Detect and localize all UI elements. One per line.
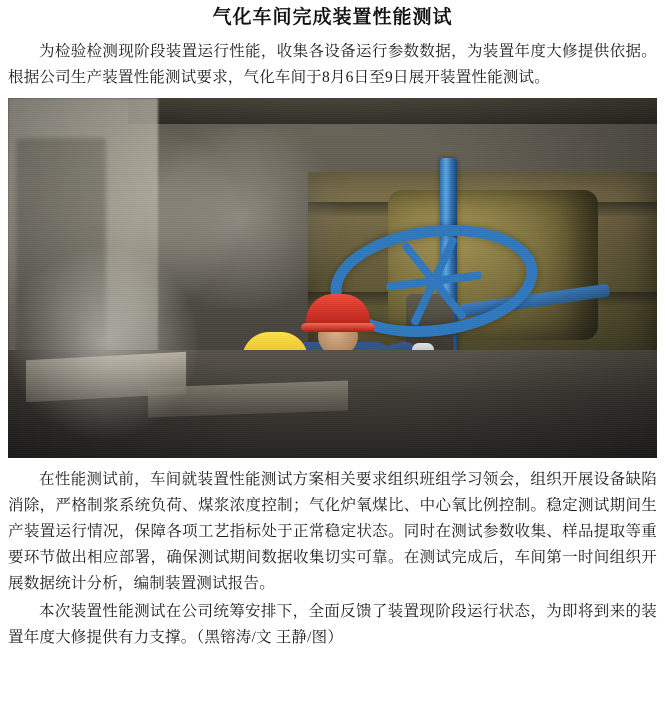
page-title: 气化车间完成装置性能测试 xyxy=(212,7,453,28)
steam-haze xyxy=(128,128,358,308)
paragraph-1: 为检验检测现阶段装置运行性能，收集各设备运行参数数据，为装置年度大修提供依据。根据公司生产装置性能测试要求，气化车间于8月6日至9日展开装置性能测试。 xyxy=(8,42,657,86)
paragraph-2: 在性能测试前，车间就装置性能测试方案相关要求组织班组学习领会，组织开展设备缺陷消除，严格制浆系统负荷、煤浆浓度控制；气化炉氧煤比、中心氧比例控制。稳定测试期间生产装置运行情况，保障各项工艺指标处于正常稳定状态。同时在测试参数收集、样品提取等重要环节做出相应部署，确保测试期间数据收集切实可靠。在测试完成后，车间第一时间组织开展数据统计分析，编制装置测试报告。 xyxy=(8,470,657,592)
photo-scene xyxy=(8,98,657,458)
document-page xyxy=(0,6,665,701)
overhead-beam xyxy=(128,98,657,124)
article-photo xyxy=(8,98,657,458)
paragraph-3: 本次装置性能测试在公司统筹安排下，全面反馈了装置现阶段运行状态，为即将到来的装置年度大修提供有力支撑。（黑镕涛/文 王静/图） xyxy=(8,602,657,646)
